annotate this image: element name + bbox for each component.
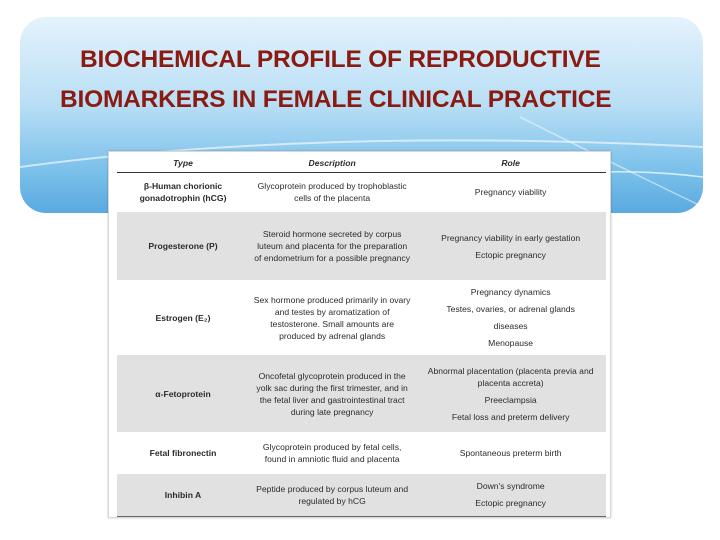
- cell-type: Fetal fibronectin: [117, 432, 249, 474]
- cell-description: Glycoprotein produced by trophoblastic cells of the placenta: [249, 172, 415, 212]
- role-item: Down's syndrome: [476, 481, 545, 492]
- cell-description: Peptide produced by corpus luteum and regulated by hCG: [249, 474, 415, 516]
- role-item: Pregnancy viability: [474, 187, 547, 198]
- cell-type: Inhibin A: [117, 474, 249, 516]
- column-header-role: Role: [415, 154, 606, 172]
- column-header-type: Type: [117, 154, 249, 172]
- cell-description: Glycoprotein produced by fetal cells, found in amniotic fluid and placenta: [249, 432, 415, 474]
- role-item: Ectopic pregnancy: [475, 498, 546, 509]
- role-item: diseases: [493, 321, 528, 331]
- cell-type: β-Human chorionic gonadotrophin (hCG): [117, 172, 249, 212]
- slide-title: [60, 40, 680, 120]
- table-row: [117, 432, 606, 474]
- column-header-description: Description: [249, 154, 415, 172]
- role-item: Menopause: [488, 338, 534, 348]
- role-item: Fetal loss and preterm delivery: [451, 411, 570, 422]
- biomarker-table-image: [108, 151, 611, 518]
- slide-title-line-1: BIOCHEMICAL PROFILE OF REPRODUCTIVE: [80, 46, 601, 73]
- cell-type: Estrogen (E₂): [117, 280, 249, 355]
- role-item: Abnormal placentation (placenta previa and placenta accreta): [427, 365, 594, 388]
- role-item: Testes, ovaries, or adrenal glands: [446, 304, 575, 314]
- slide-title-line-2: BIOMARKERS IN FEMALE CLINICAL PRACTICE: [60, 86, 612, 113]
- table-row: [117, 280, 606, 355]
- cell-role: [415, 355, 606, 432]
- role-item: Preeclampsia: [484, 394, 537, 405]
- cell-role: [415, 474, 606, 516]
- role-item: Ectopic pregnancy: [475, 249, 546, 260]
- table-row: [117, 474, 606, 516]
- cell-description: Sex hormone produced primarily in ovary and testes by aromatization of testosterone. Small amounts are produced by adrenal glands: [249, 280, 415, 355]
- biomarker-table: [117, 154, 606, 517]
- cell-role: [415, 280, 606, 355]
- cell-role: [415, 432, 606, 474]
- cell-type: Progesterone (P): [117, 212, 249, 280]
- table-header-row: [117, 154, 606, 172]
- role-item: Pregnancy dynamics: [470, 287, 551, 297]
- cell-description: Oncofetal glycoprotein produced in the yolk sac during the first trimester, and in the fetal liver and gastrointestinal tract during late pregnancy: [249, 355, 415, 432]
- table-row: [117, 355, 606, 432]
- table-row: [117, 172, 606, 212]
- role-item: Spontaneous preterm birth: [459, 448, 562, 458]
- table-row: [117, 212, 606, 280]
- role-item: Pregnancy viability in early gestation: [441, 232, 581, 243]
- cell-type: α-Fetoprotein: [117, 355, 249, 432]
- cell-role: [415, 172, 606, 212]
- cell-description: Steroid hormone secreted by corpus luteum and placenta for the preparation of endometrium for a possible pregnancy: [249, 212, 415, 280]
- cell-role: [415, 212, 606, 280]
